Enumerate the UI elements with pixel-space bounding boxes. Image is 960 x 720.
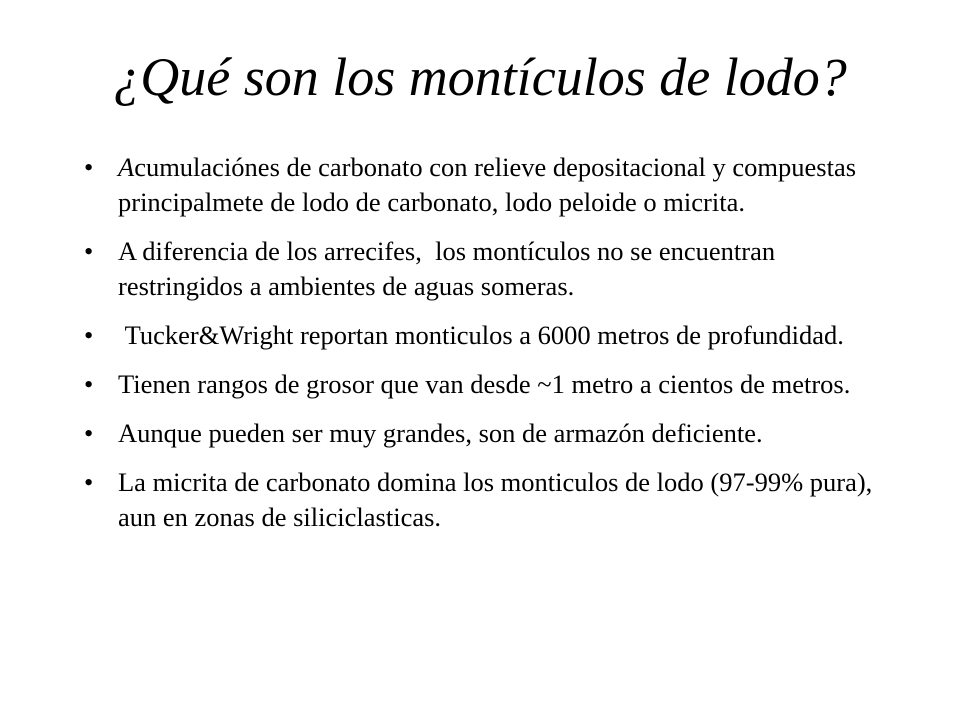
slide-title: ¿Qué son los montículos de lodo? xyxy=(113,47,847,107)
bullet-item xyxy=(84,465,884,535)
bullet-initial-letter: A xyxy=(118,152,135,182)
bullet-item xyxy=(84,318,884,353)
bullet-marker: • xyxy=(84,418,94,448)
bullet-marker: • xyxy=(84,467,94,497)
bullet-list xyxy=(84,150,884,549)
bullet-marker: • xyxy=(84,236,94,266)
bullet-text: A diferencia de los arrecifes, los montículos no se encuentran restringidos a ambientes de aguas someras. xyxy=(118,236,782,301)
bullet-marker: • xyxy=(84,152,94,182)
bullet-marker: • xyxy=(84,320,94,350)
bullet-item xyxy=(84,367,884,402)
bullet-text: La micrita de carbonato domina los monticulos de lodo (97-99% pura), aun en zonas de siliciclasticas. xyxy=(118,467,873,532)
bullet-text: Tienen rangos de grosor que van desde ~1 metro a cientos de metros. xyxy=(118,369,851,399)
bullet-marker: • xyxy=(84,369,94,399)
bullet-text: Tucker&Wright reportan monticulos a 6000 metros de profundidad. xyxy=(118,320,844,350)
bullet-item xyxy=(84,234,884,304)
bullet-text: cumulaciónes de carbonato con relieve depositacional y compuestas principalmete de lodo de carbonato, lodo peloide o micrita. xyxy=(118,152,857,217)
bullet-text: Aunque pueden ser muy grandes, son de armazón deficiente. xyxy=(118,418,763,448)
bullet-item xyxy=(84,150,884,220)
bullet-item xyxy=(84,416,884,451)
